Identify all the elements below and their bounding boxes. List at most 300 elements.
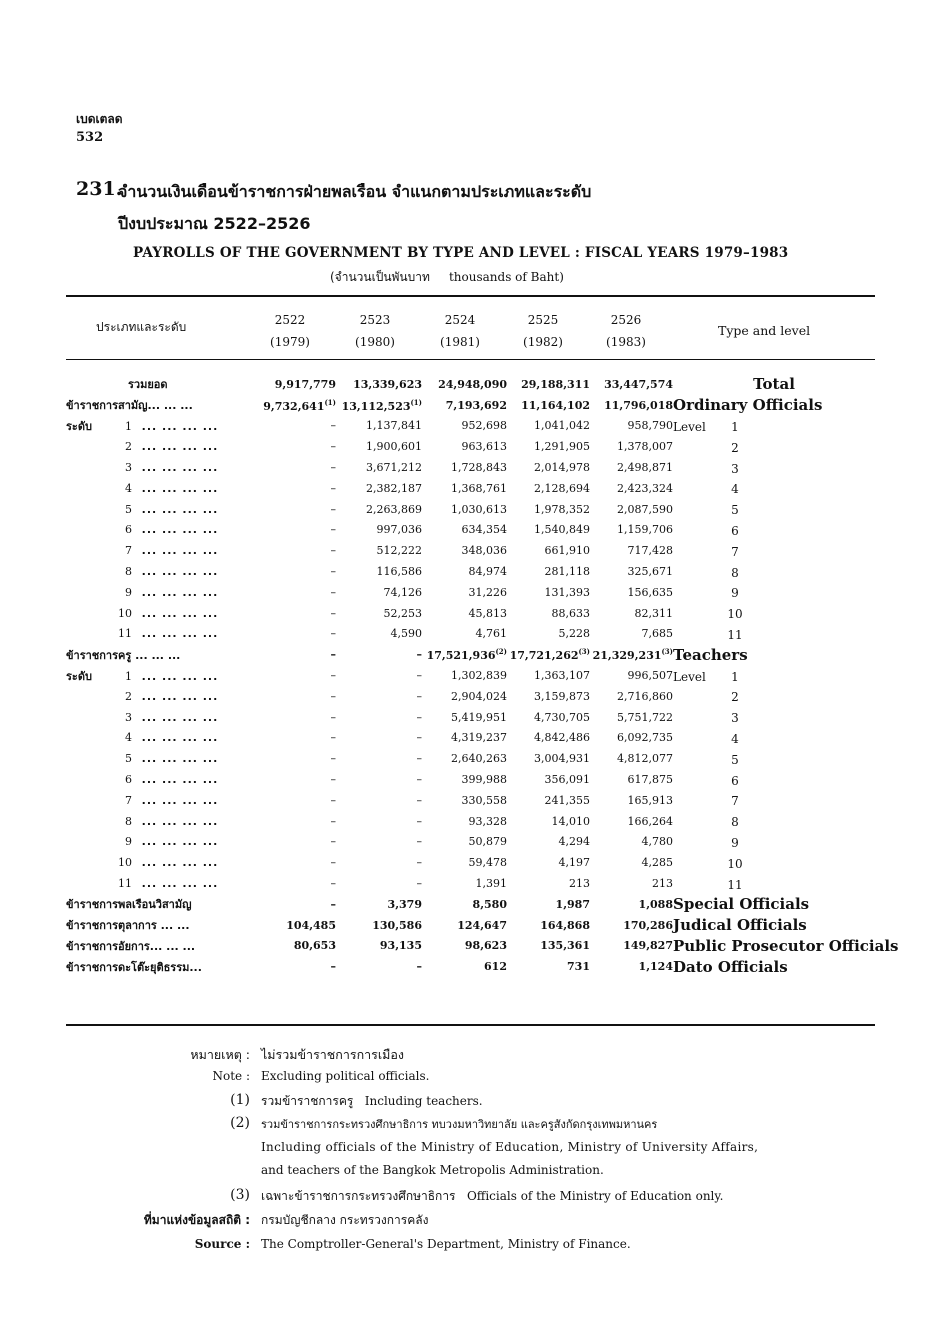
- value-cell: [256, 769, 336, 790]
- value-text: 997,036: [376, 523, 422, 537]
- table-row: [66, 416, 875, 437]
- value-text: 4,730,705: [534, 710, 590, 724]
- value-cell: [590, 748, 673, 769]
- value-text: –: [416, 710, 422, 724]
- table-row: [66, 624, 875, 645]
- table-row: [66, 540, 875, 561]
- value-cell: [336, 603, 422, 624]
- table-row: [66, 956, 875, 977]
- value-cell: [256, 374, 336, 395]
- note-english: Excluding political officials.: [261, 1069, 430, 1083]
- row-label: [66, 728, 256, 749]
- value-text: 952,698: [461, 419, 507, 433]
- source-thai: กรมบัญชีกลาง กระทรวงการคลัง: [261, 1213, 429, 1227]
- value-text: –: [416, 814, 422, 828]
- value-cell: [336, 665, 422, 686]
- value-cell: [590, 832, 673, 853]
- value-text: 4,842,486: [534, 731, 590, 745]
- table-row: [66, 707, 875, 728]
- remark-thai: ไม่รวมข้าราชการการเมือง: [261, 1047, 405, 1062]
- footnote-2-english: Including officials of the Ministry of Education, Ministry of University Affairs,: [261, 1140, 759, 1154]
- value-text: 2,382,187: [366, 481, 422, 495]
- row-label: [66, 748, 256, 769]
- value-cell: [590, 478, 673, 499]
- footnote-marker: (1): [324, 397, 336, 407]
- row-label: [66, 665, 256, 686]
- value-text: 2,087,590: [617, 502, 673, 516]
- row-label: [66, 416, 256, 437]
- value-text: 11,164,102: [521, 398, 590, 412]
- row-label: [66, 915, 256, 936]
- value-text: –: [330, 669, 336, 683]
- leader-dots: ... ... ... ...: [132, 669, 219, 683]
- value-cell: [590, 769, 673, 790]
- row-label: [66, 540, 256, 561]
- value-text: –: [330, 606, 336, 620]
- level-number-english: 9: [731, 586, 739, 601]
- level-number-english: 7: [731, 794, 739, 809]
- row-label-english: Teachers: [673, 645, 748, 664]
- value-text: 1,363,107: [534, 669, 590, 683]
- leader-dots: ... ... ... ...: [132, 877, 219, 891]
- table-row: [66, 374, 875, 395]
- value-text: 170,286: [623, 918, 673, 932]
- row-label: [66, 520, 256, 541]
- value-text: 6,092,735: [617, 731, 673, 745]
- value-cell: [256, 561, 336, 582]
- value-text: 1,368,761: [451, 481, 507, 495]
- value-text: 3,004,931: [534, 752, 590, 766]
- value-cell: [336, 520, 422, 541]
- value-text: 1,041,042: [534, 419, 590, 433]
- value-text: 4,761: [475, 627, 507, 641]
- value-cell: [336, 457, 422, 478]
- value-text: –: [330, 689, 336, 703]
- year-thai: 2526: [610, 313, 642, 327]
- year-ce: (1981): [440, 335, 480, 349]
- level-number: 4: [125, 481, 132, 495]
- col-head-type-english: Type and level: [718, 323, 811, 338]
- value-text: 2,014,978: [534, 461, 590, 475]
- value-cell: [336, 894, 422, 915]
- value-cell: [507, 811, 590, 832]
- leader-dots: ... ... ... ...: [132, 544, 219, 558]
- value-cell: [507, 582, 590, 603]
- row-label-text: ข้าราชการสามัญ... ... ...: [66, 399, 193, 413]
- level-number: 4: [125, 731, 132, 745]
- year-thai: 2524: [444, 313, 476, 327]
- level-number: 9: [125, 585, 132, 599]
- value-text: 2,904,024: [451, 689, 507, 703]
- value-text: 104,485: [286, 918, 336, 932]
- unit-thai: (จำนวนเป็นพันบาท: [330, 270, 430, 284]
- value-text: 149,827: [623, 939, 673, 953]
- row-label: [66, 374, 256, 395]
- row-label: [66, 624, 256, 645]
- value-text: 634,354: [461, 523, 507, 537]
- value-cell: [507, 374, 590, 395]
- value-text: 21,329,231: [592, 649, 662, 663]
- footnote-1-thai: รวมข้าราชการครู: [261, 1094, 354, 1108]
- value-text: 17,521,936: [426, 649, 496, 663]
- value-text: 1,030,613: [451, 502, 507, 516]
- title-thai-line1: จำนวนเงินเดือนข้าราชการฝ่ายพลเรือน จำแนกตามประเภทและระดับ: [118, 182, 592, 201]
- row-label: [66, 873, 256, 894]
- value-cell: [256, 665, 336, 686]
- value-text: –: [330, 710, 336, 724]
- row-label: [66, 644, 256, 665]
- value-cell: [590, 644, 673, 665]
- value-text: –: [416, 773, 422, 787]
- value-cell: [256, 686, 336, 707]
- level-number-english: 9: [731, 835, 739, 850]
- level-number: 11: [118, 877, 132, 891]
- level-prefix: ระดับ: [66, 419, 92, 433]
- level-number: 5: [125, 752, 132, 766]
- value-cell: [256, 395, 336, 416]
- row-label-english: Dato Officials: [673, 957, 788, 976]
- value-cell: [256, 499, 336, 520]
- table-row: [66, 852, 875, 873]
- value-cell: [256, 520, 336, 541]
- value-cell: [256, 811, 336, 832]
- value-cell: [422, 956, 507, 977]
- value-text: –: [330, 897, 336, 911]
- level-word: Level: [673, 419, 706, 434]
- value-cell: [422, 561, 507, 582]
- value-text: 1,540,849: [534, 523, 590, 537]
- level-number-english: 4: [731, 482, 739, 497]
- table-row: [66, 644, 875, 665]
- row-label-english: Special Officials: [673, 895, 810, 914]
- leader-dots: ... ... ... ...: [132, 814, 219, 828]
- level-number-english: 3: [731, 711, 739, 726]
- value-text: 14,010: [551, 814, 590, 828]
- value-text: 9,732,641: [263, 399, 325, 413]
- footnote-marker: (3): [578, 647, 590, 657]
- level-number: 2: [125, 440, 132, 454]
- value-cell: [422, 624, 507, 645]
- value-cell: [507, 873, 590, 894]
- row-label-text: ข้าราชการพลเรือนวิสามัญ: [66, 898, 192, 912]
- value-text: 731: [567, 960, 590, 974]
- row-label-english: Ordinary Officials: [673, 396, 823, 415]
- payroll-table-body: [66, 374, 899, 977]
- value-cell: [590, 915, 673, 936]
- value-cell: [507, 769, 590, 790]
- value-text: 166,264: [627, 814, 673, 828]
- row-label: [66, 811, 256, 832]
- value-text: 93,135: [379, 939, 422, 953]
- value-text: 1,378,007: [617, 440, 673, 454]
- header-rule: [66, 359, 875, 360]
- value-text: 281,118: [544, 565, 590, 579]
- row-label-english: [673, 624, 875, 645]
- value-cell: [507, 499, 590, 520]
- value-text: –: [416, 648, 422, 662]
- value-cell: [590, 457, 673, 478]
- footnote-3-key: (3): [230, 1187, 250, 1203]
- value-cell: [422, 852, 507, 873]
- row-label: [66, 457, 256, 478]
- value-cell: [422, 707, 507, 728]
- value-text: 2,263,869: [366, 502, 422, 516]
- value-cell: [422, 644, 507, 665]
- value-cell: [422, 748, 507, 769]
- value-text: –: [416, 856, 422, 870]
- title-thai-line2: ปีงบประมาณ 2522–2526: [118, 214, 311, 233]
- value-text: 3,379: [387, 897, 422, 911]
- value-text: 2,423,324: [617, 481, 673, 495]
- table-row: [66, 748, 875, 769]
- year-ce: (1979): [270, 335, 310, 349]
- value-text: 4,294: [558, 835, 590, 849]
- value-cell: [422, 936, 507, 957]
- value-cell: [507, 686, 590, 707]
- row-label: [66, 561, 256, 582]
- value-text: 13,339,623: [353, 377, 422, 391]
- table-row: [66, 832, 875, 853]
- leader-dots: ... ... ... ...: [132, 856, 219, 870]
- value-cell: [422, 499, 507, 520]
- row-label-english: [673, 769, 875, 790]
- leader-dots: ... ... ... ...: [132, 523, 219, 537]
- value-cell: [507, 894, 590, 915]
- value-text: 7,193,692: [445, 398, 507, 412]
- value-text: 3,159,873: [534, 689, 590, 703]
- row-label-text: ข้าราชการดะโต๊ะยุติธรรม...: [66, 960, 202, 974]
- row-label-english: [673, 561, 875, 582]
- leader-dots: ... ... ... ...: [132, 627, 219, 641]
- value-text: 2,128,694: [534, 481, 590, 495]
- value-cell: [422, 540, 507, 561]
- row-label-english: [673, 520, 875, 541]
- value-cell: [590, 540, 673, 561]
- bottom-rule: [66, 1024, 875, 1026]
- value-cell: [590, 582, 673, 603]
- value-cell: [507, 624, 590, 645]
- leader-dots: ... ... ... ...: [132, 461, 219, 475]
- value-cell: [256, 936, 336, 957]
- col-head-2523: [340, 309, 410, 353]
- row-label-text: รวมยอด: [128, 378, 168, 392]
- value-cell: [507, 478, 590, 499]
- footnote-3-english: Officials of the Ministry of Education only.: [466, 1189, 724, 1203]
- year-ce: (1983): [606, 335, 646, 349]
- value-cell: [422, 603, 507, 624]
- value-text: 2,716,860: [617, 689, 673, 703]
- value-cell: [256, 603, 336, 624]
- value-cell: [590, 561, 673, 582]
- level-number: 1: [125, 419, 132, 433]
- leader-dots: ... ... ... ...: [132, 565, 219, 579]
- value-cell: [507, 852, 590, 873]
- row-label: [66, 395, 256, 416]
- value-cell: [590, 894, 673, 915]
- row-label-english: [673, 873, 875, 894]
- value-cell: [590, 603, 673, 624]
- value-text: 124,647: [457, 918, 507, 932]
- value-text: 1,291,905: [534, 440, 590, 454]
- value-cell: [507, 457, 590, 478]
- value-cell: [422, 520, 507, 541]
- value-text: –: [330, 752, 336, 766]
- value-text: –: [416, 877, 422, 891]
- row-label: [66, 499, 256, 520]
- value-text: 4,319,237: [451, 731, 507, 745]
- value-cell: [336, 436, 422, 457]
- value-text: 4,197: [558, 856, 590, 870]
- col-head-type-thai: ประเภทและระดับ: [96, 320, 187, 334]
- value-cell: [256, 873, 336, 894]
- value-cell: [590, 686, 673, 707]
- value-text: 59,478: [468, 856, 507, 870]
- value-cell: [422, 728, 507, 749]
- table-row: [66, 520, 875, 541]
- value-cell: [507, 603, 590, 624]
- value-cell: [507, 665, 590, 686]
- value-cell: [590, 374, 673, 395]
- value-text: 958,790: [627, 419, 673, 433]
- level-number-english: 6: [731, 773, 739, 788]
- table-row: [66, 436, 875, 457]
- value-text: 17,721,262: [509, 649, 579, 663]
- note-key: Note :: [212, 1069, 250, 1083]
- row-label-english: [673, 811, 875, 832]
- table-row: [66, 769, 875, 790]
- row-label-english: [673, 665, 875, 686]
- value-cell: [256, 748, 336, 769]
- value-cell: [590, 728, 673, 749]
- value-cell: [507, 915, 590, 936]
- value-text: 512,222: [376, 544, 422, 558]
- value-text: 130,586: [372, 918, 422, 932]
- value-text: 88,633: [551, 606, 590, 620]
- value-cell: [422, 832, 507, 853]
- row-label-english: [673, 540, 875, 561]
- footnote-marker: (3): [661, 647, 673, 657]
- value-cell: [422, 769, 507, 790]
- value-text: –: [330, 648, 336, 662]
- table-row: [66, 665, 875, 686]
- year-ce: (1980): [355, 335, 395, 349]
- value-cell: [336, 852, 422, 873]
- value-text: 52,253: [383, 606, 422, 620]
- value-text: 33,447,574: [604, 377, 673, 391]
- value-text: 5,419,951: [451, 710, 507, 724]
- value-cell: [590, 956, 673, 977]
- value-cell: [336, 956, 422, 977]
- year-ce: (1982): [523, 335, 563, 349]
- row-label-english: Public Prosecutor Officials: [673, 936, 899, 955]
- table-row: [66, 728, 875, 749]
- value-cell: [422, 665, 507, 686]
- row-label: [66, 436, 256, 457]
- value-cell: [336, 624, 422, 645]
- leader-dots: ... ... ... ...: [132, 710, 219, 724]
- value-text: –: [416, 669, 422, 683]
- value-text: 1,987: [555, 897, 590, 911]
- value-cell: [422, 374, 507, 395]
- value-text: 4,780: [641, 835, 673, 849]
- value-cell: [507, 416, 590, 437]
- value-cell: [422, 436, 507, 457]
- footnote-marker: (2): [495, 647, 507, 657]
- table-row: [66, 790, 875, 811]
- year-thai: 2522: [274, 313, 306, 327]
- level-number-english: 3: [731, 461, 739, 476]
- value-cell: [507, 644, 590, 665]
- table-row: [66, 395, 875, 416]
- value-cell: [590, 416, 673, 437]
- value-cell: [590, 873, 673, 894]
- value-text: 165,913: [627, 793, 673, 807]
- level-word: Level: [673, 669, 706, 684]
- level-number: 2: [125, 689, 132, 703]
- value-text: 98,623: [464, 939, 507, 953]
- source-key: Source :: [194, 1237, 250, 1251]
- level-number-english: 7: [731, 544, 739, 559]
- value-cell: [422, 894, 507, 915]
- year-thai: 2525: [527, 313, 559, 327]
- value-text: –: [330, 856, 336, 870]
- value-cell: [336, 561, 422, 582]
- value-text: 156,635: [627, 585, 673, 599]
- footnote-1-english: Including teachers.: [364, 1094, 483, 1108]
- leader-dots: ... ... ... ...: [132, 502, 219, 516]
- row-label-english: Judical Officials: [673, 916, 807, 935]
- value-text: 617,875: [627, 773, 673, 787]
- value-cell: [422, 395, 507, 416]
- col-head-2526: [591, 309, 661, 353]
- value-text: 7,685: [641, 627, 673, 641]
- footnote-3: [261, 1187, 723, 1206]
- value-text: –: [330, 835, 336, 849]
- value-cell: [507, 748, 590, 769]
- value-cell: [590, 811, 673, 832]
- row-label-english: [673, 852, 875, 873]
- col-head-2525: [508, 309, 578, 353]
- value-text: 5,751,722: [617, 710, 673, 724]
- value-text: 399,988: [461, 773, 507, 787]
- value-text: –: [416, 689, 422, 703]
- source-thai-key: ที่มาแห่งข้อมูลสถิติ :: [143, 1213, 250, 1227]
- table-row: [66, 478, 875, 499]
- table-row: [66, 873, 875, 894]
- value-cell: [507, 936, 590, 957]
- footnote-1-key: (1): [230, 1092, 250, 1108]
- table-number: 231.: [76, 178, 123, 200]
- row-label: [66, 790, 256, 811]
- value-text: 80,653: [293, 939, 336, 953]
- col-head-2524: [425, 309, 495, 353]
- value-text: 3,671,212: [366, 461, 422, 475]
- footnote-1: [261, 1092, 483, 1111]
- value-cell: [256, 540, 336, 561]
- value-text: –: [330, 877, 336, 891]
- level-number-english: 4: [731, 731, 739, 746]
- leader-dots: ... ... ... ...: [132, 440, 219, 454]
- value-text: 82,311: [634, 606, 673, 620]
- value-cell: [256, 478, 336, 499]
- value-cell: [336, 873, 422, 894]
- value-cell: [336, 936, 422, 957]
- level-number: 6: [125, 523, 132, 537]
- title-english: PAYROLLS OF THE GOVERNMENT BY TYPE AND LEVEL : FISCAL YEARS 1979–1983: [133, 245, 789, 261]
- level-number-english: 8: [731, 565, 739, 580]
- value-text: 13,112,523: [341, 399, 411, 413]
- value-text: 1,900,601: [366, 440, 422, 454]
